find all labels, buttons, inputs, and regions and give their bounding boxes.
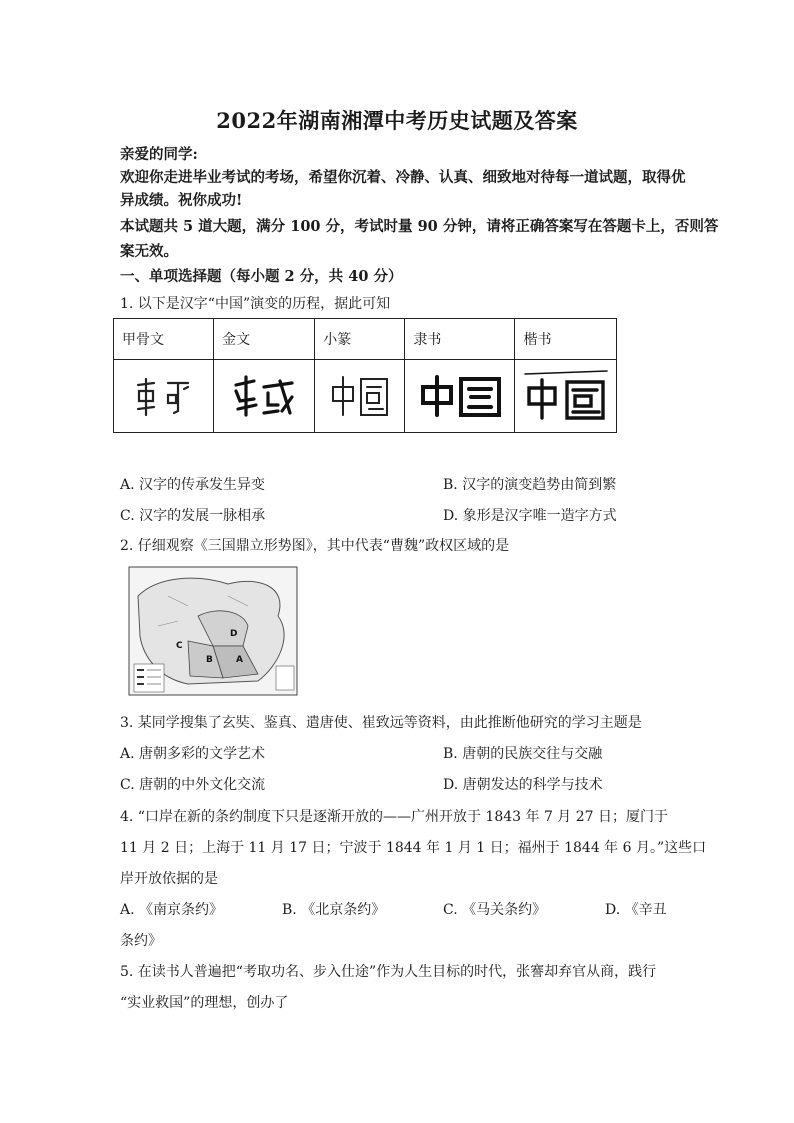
question-1-stem: 1. 以下是汉字“中国”演变的历程，据此可知 <box>120 296 391 312</box>
q3-option-d: D. 唐朝发达的科学与技术 <box>443 777 603 793</box>
glyph-clerical <box>405 360 515 433</box>
q1-option-d: D. 象形是汉字唯一造字方式 <box>443 508 617 524</box>
question-3-stem: 3. 某同学搜集了玄奘、鉴真、遣唐使、崔致远等资料，由此推断他研究的学习主题是 <box>120 715 642 731</box>
intro-line-2: 异成绩。祝你成功! <box>120 192 243 209</box>
regular-script-glyph <box>521 368 611 424</box>
map-label-c: C <box>176 641 183 651</box>
q4-option-a: A. 《南京条约》 <box>120 902 224 918</box>
question-5-line-1: 5. 在读书人普遍把“考取功名、步入仕途”作为人生目标的时代，张謇却弃官从商，践行 <box>120 964 657 980</box>
q4-option-d: D. 《辛丑 <box>605 902 667 918</box>
table-header-bronze: 金文 <box>214 319 315 360</box>
question-4-line-2: 11 月 2 日；上海于 11 月 17 日；宁波于 1844 年 1 月 1 日；福州于 1844 年 6 月。”这些口 <box>120 840 707 856</box>
character-evolution-table <box>113 318 617 433</box>
q1-option-b: B. 汉字的演变趋势由简到繁 <box>443 477 617 493</box>
oracle-script-glyph <box>124 371 204 421</box>
q1-option-c: C. 汉字的发展一脉相承 <box>120 508 266 524</box>
q3-option-b: B. 唐朝的民族交往与交融 <box>443 746 603 762</box>
three-kingdoms-map <box>128 566 298 696</box>
q4-option-d-continued: 条约》 <box>120 933 162 949</box>
table-header-small-seal: 小篆 <box>315 319 405 360</box>
glyph-oracle <box>114 360 214 433</box>
bronze-script-glyph <box>224 371 304 421</box>
page-title: 2022年湖南湘潭中考历史试题及答案 <box>216 108 578 133</box>
section-heading: 一、单项选择题（每小题 2 分，共 40 分） <box>120 268 403 285</box>
glyph-bronze <box>214 360 315 433</box>
table-header-regular: 楷书 <box>515 319 617 360</box>
greeting: 亲爱的同学: <box>120 146 198 163</box>
q1-option-a: A. 汉字的传承发生异变 <box>120 477 266 493</box>
q3-option-a: A. 唐朝多彩的文学艺术 <box>120 746 266 762</box>
intro-line-1: 欢迎你走进毕业考试的考场，希望你沉着、冷静、认真、细致地对待每一道试题，取得优 <box>120 169 686 186</box>
q3-option-c: C. 唐朝的中外文化交流 <box>120 777 266 793</box>
glyph-regular <box>515 360 617 433</box>
q4-option-b: B. 《北京条约》 <box>282 902 386 918</box>
table-header-oracle: 甲骨文 <box>114 319 214 360</box>
clerical-script-glyph <box>415 371 505 421</box>
question-4-line-1: 4. “口岸在新的条约制度下只是逐渐开放的——广州开放于 1843 年 7 月 27 日；厦门于 <box>120 809 669 825</box>
small-seal-glyph <box>325 371 395 421</box>
map-label-b: B <box>206 655 213 665</box>
table-header-clerical: 隶书 <box>405 319 515 360</box>
question-5-line-2: “实业救国”的理想，创办了 <box>120 995 289 1011</box>
rules-line-2: 案无效。 <box>120 243 178 260</box>
map-label-a: A <box>236 655 243 665</box>
q4-option-c: C. 《马关条约》 <box>443 902 547 918</box>
question-2-stem: 2. 仔细观察《三国鼎立形势图》，其中代表“曹魏”政权区域的是 <box>120 538 510 554</box>
map-label-d: D <box>230 629 238 639</box>
question-4-line-3: 岸开放依据的是 <box>120 871 218 887</box>
glyph-small-seal <box>315 360 405 433</box>
rules-line-1: 本试题共 5 道大题，满分 100 分，考试时量 90 分钟，请将正确答案写在答题卡上，否则答 <box>120 218 719 235</box>
